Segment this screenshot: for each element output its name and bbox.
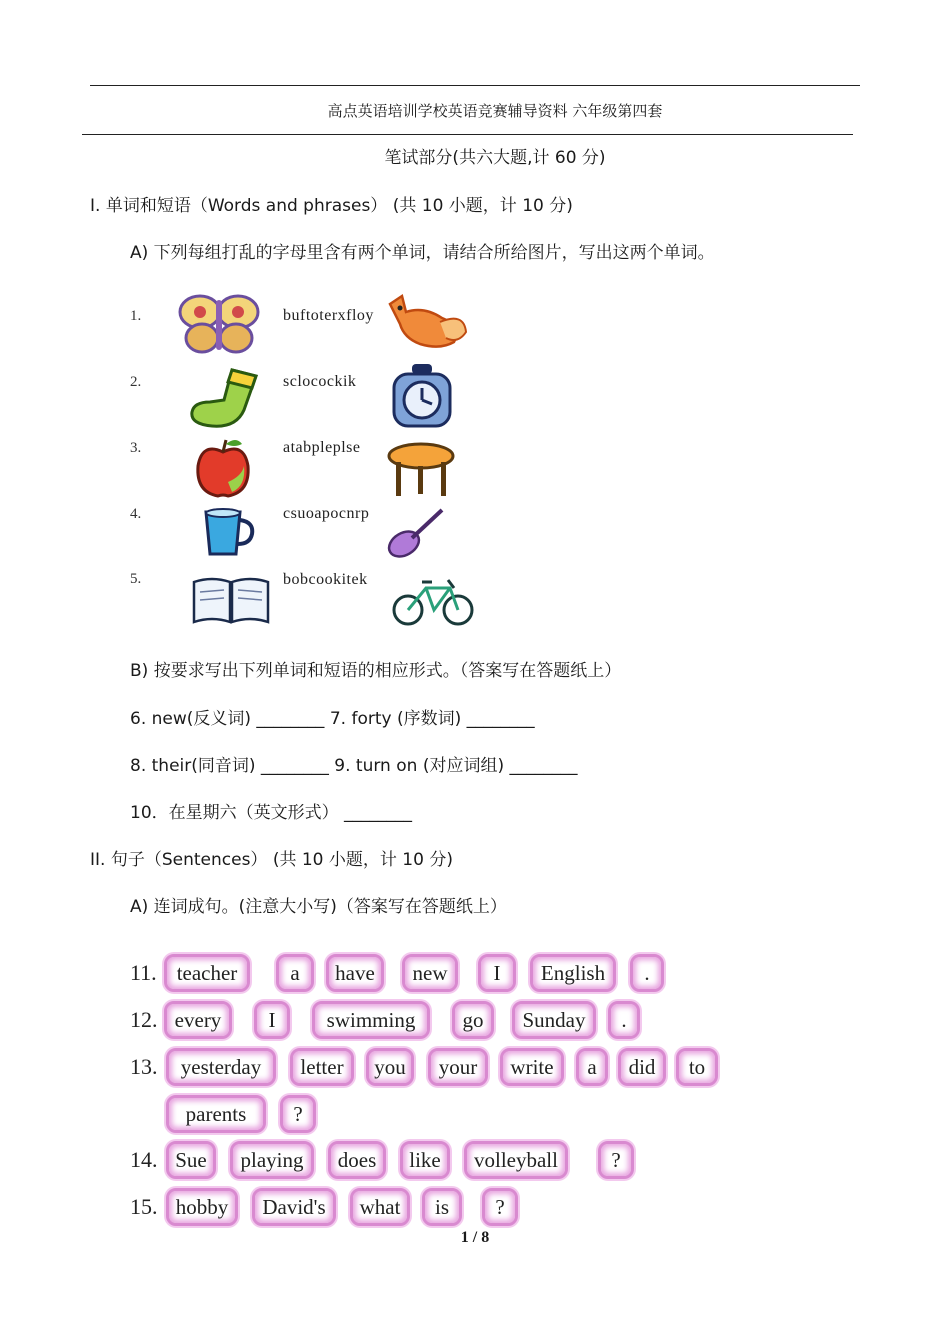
word-card: ?	[280, 1095, 316, 1133]
word-card: what	[350, 1188, 410, 1226]
row-number: 12.	[130, 1007, 158, 1032]
header-bottom-rule	[82, 134, 853, 135]
scrambled-letters: bobcookitek	[283, 571, 368, 588]
word-card: have	[326, 954, 384, 992]
page-number: 1 / 8	[460, 1229, 490, 1246]
header-top-rule	[90, 85, 860, 86]
word-card: is	[422, 1188, 462, 1226]
item-number: 4.	[130, 506, 142, 522]
bike-icon	[390, 572, 476, 632]
word-card: ?	[482, 1188, 518, 1226]
word-card: David's	[252, 1188, 336, 1226]
pipa-icon	[386, 506, 446, 564]
cup-icon	[200, 504, 256, 564]
item-number: 1.	[130, 308, 142, 324]
word-card: every	[164, 1001, 232, 1039]
word-card: like	[400, 1141, 450, 1179]
section1-heading: I. 单词和短语（Words and phrases） (共 10 小题，计 10 分)	[90, 196, 573, 216]
word-card: swimming	[312, 1001, 430, 1039]
clock-icon	[388, 362, 456, 434]
word-card: volleyball	[464, 1141, 568, 1179]
word-card: yesterday	[166, 1048, 276, 1086]
fox-icon	[380, 292, 468, 358]
word-card: does	[328, 1141, 386, 1179]
word-card: teacher	[164, 954, 250, 992]
word-card: go	[452, 1001, 494, 1039]
sock-icon	[186, 366, 262, 434]
row-number: 11.	[130, 960, 157, 985]
section2-heading: II. 句子（Sentences） (共 10 小题，计 10 分)	[90, 850, 453, 870]
item-number: 3.	[130, 440, 142, 456]
row-number: 15.	[130, 1194, 158, 1219]
section1-partA-instruction: A) 下列每组打乱的字母里含有两个单词，请结合所给图片，写出这两个单词。	[130, 243, 715, 263]
word-card: Sunday	[512, 1001, 596, 1039]
table-icon	[386, 440, 456, 504]
word-card: English	[530, 954, 616, 992]
word-card: .	[608, 1001, 640, 1039]
item-number: 2.	[130, 374, 142, 390]
word-card: did	[618, 1048, 666, 1086]
word-card: new	[402, 954, 458, 992]
question-line-10: 10．在星期六（英文形式） ________	[130, 803, 413, 823]
word-card: I	[478, 954, 516, 992]
word-card: I	[254, 1001, 290, 1039]
scrambled-letters: buftoterxfloy	[283, 307, 374, 324]
scrambled-letters: csuoapocnrp	[283, 505, 370, 522]
word-card: a	[576, 1048, 608, 1086]
question-line-6-7: 6. new(反义词) ________ 7. forty (序数词) ________	[130, 709, 535, 729]
item-number: 5.	[130, 571, 142, 587]
word-card: parents	[166, 1095, 266, 1133]
word-card: a	[276, 954, 314, 992]
word-card: Sue	[166, 1141, 216, 1179]
section1-partB-instruction: B) 按要求写出下列单词和短语的相应形式。（答案写在答题纸上）	[130, 661, 622, 681]
page-header: 高点英语培训学校英语竞赛辅导资料 六年级第四套	[327, 102, 663, 120]
word-card: playing	[230, 1141, 314, 1179]
scrambled-letters: sclocockik	[283, 373, 357, 390]
word-card: to	[676, 1048, 718, 1086]
book-icon	[190, 574, 272, 630]
word-card: hobby	[166, 1188, 238, 1226]
word-card: ?	[598, 1141, 634, 1179]
butterfly-icon	[178, 290, 260, 364]
apple-icon	[192, 436, 254, 504]
question-line-8-9: 8. their(同音词) ________ 9. turn on (对应词组) ________	[130, 756, 578, 776]
word-card: letter	[290, 1048, 354, 1086]
word-card: you	[366, 1048, 414, 1086]
row-number: 13.	[130, 1054, 158, 1079]
scrambled-letters: atabpleplse	[283, 439, 361, 456]
page-title: 笔试部分(共六大题,计 60 分)	[384, 148, 606, 168]
section2-partA-instruction: A) 连词成句。(注意大小写)（答案写在答题纸上）	[130, 897, 507, 917]
row-number: 14.	[130, 1147, 158, 1172]
word-card: .	[630, 954, 664, 992]
word-card: write	[500, 1048, 564, 1086]
word-card: your	[428, 1048, 488, 1086]
